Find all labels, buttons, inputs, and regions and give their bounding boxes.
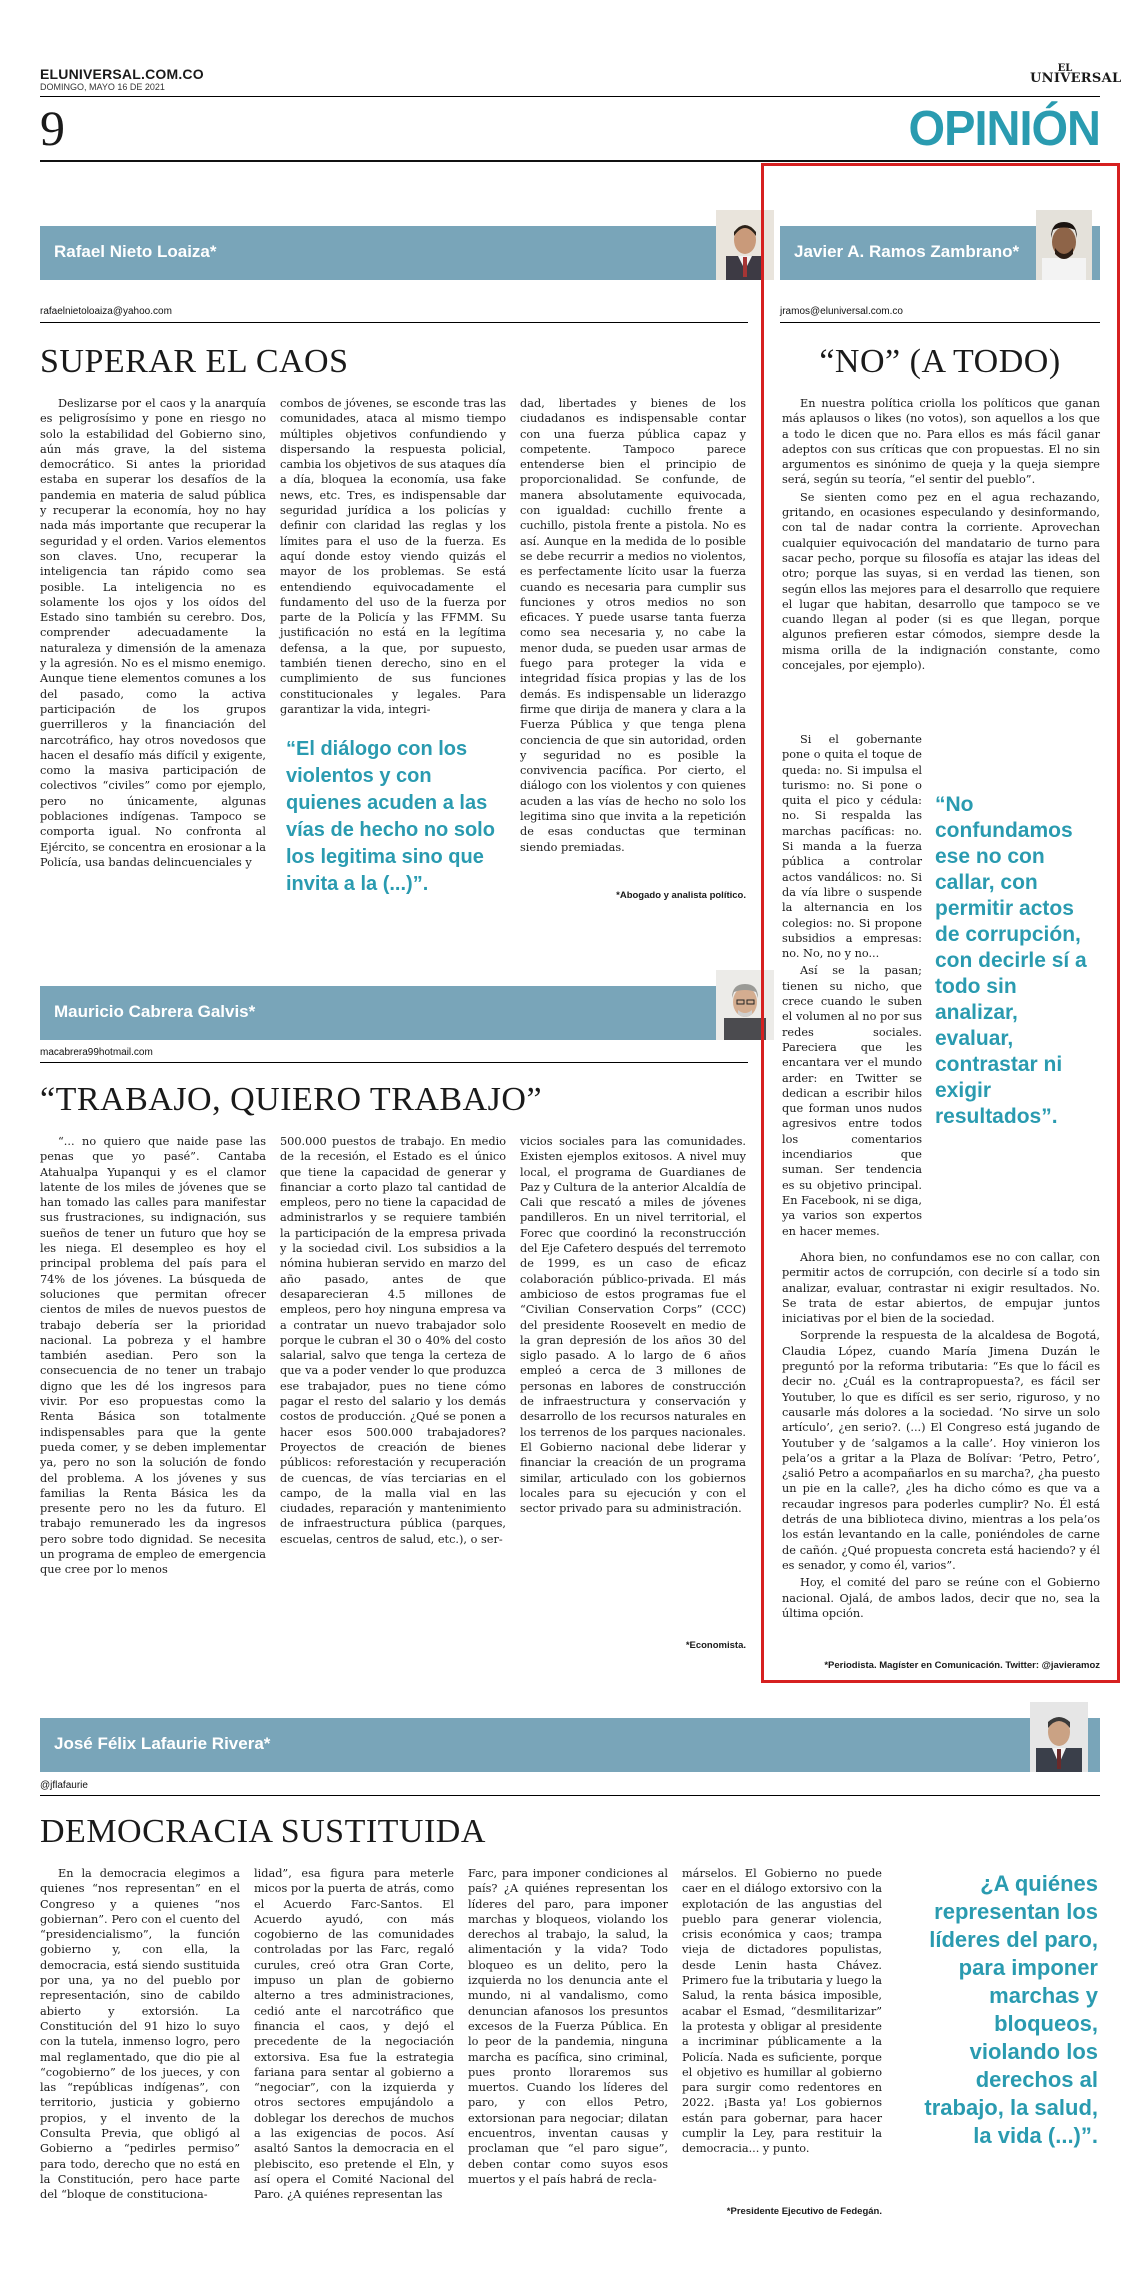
author-bar-nieto bbox=[40, 226, 748, 280]
divider bbox=[780, 322, 1100, 323]
author-name: José Félix Lafaurie Rivera* bbox=[54, 1734, 271, 1753]
author-name: Mauricio Cabrera Galvis* bbox=[54, 1002, 256, 1021]
author-bar-ramos bbox=[780, 226, 1100, 280]
author-photo bbox=[1036, 210, 1092, 280]
logo-line2: UNIVERSAL bbox=[1030, 71, 1122, 86]
section-rule bbox=[40, 160, 1100, 162]
article-column-narrow bbox=[782, 732, 922, 1238]
paragraph: En nuestra política criolla los políticos que ganan más aplausos o likes (no votos), son aquellos a los que a todo le dicen que no. Para ellos es más fácil ganar adeptos con sus críticas que con propuestas. El no sin argumentos es sinónimo de queja y la queja siempre será, según su teoría, “el sentir del pueblo”. bbox=[782, 397, 1100, 487]
newspaper-logo bbox=[1030, 63, 1122, 86]
paragraph: Farc, para imponer condiciones al país? ¿A quiénes representan los líderes del paro, para imponer marchas y bloqueos, violando los derechos al trabajo, la salud, la alimentación y la vida? Todo bloqueo es un delito, pero la izquierda no los denuncia ante el mundo, ni al vandalismo, como denuncian afanosos los presuntos excesos de la Fuerza Pública. En lo peor de la pandemia, ninguna marcha es pacífica, sino criminal, pues pronto lloraremos sus muertos. Cuando los líderes del paro, y con ellos Petro, extorsionan para negociar; dilatan encuentros, inventan causas y proclaman que “el paro sigue”, deben contar como suyos esos muertos y el país habrá de recla- bbox=[468, 1867, 668, 2186]
article-column-3 bbox=[468, 1866, 668, 2246]
article-column-3 bbox=[520, 396, 746, 886]
author-email[interactable]: rafaelnietoloaiza@yahoo.com bbox=[40, 306, 172, 317]
author-signature: *Periodista. Magíster en Comunicación. Twitter: @javieramoz bbox=[824, 1660, 1100, 1671]
pull-quote: ¿A quiénes representan los líderes del paro, para imponer marchas y bloqueos, violando los derechos al trabajo, la salud, la vida (...)”. bbox=[924, 1871, 1098, 2148]
article-column-1 bbox=[40, 396, 266, 936]
paragraph: Así se la pasan; tienen su nicho, que crece cuando le suben el volumen al no por sus redes sociales. Pareciera que les encantara ver el mundo arder: en Twitter se dedican a escribir hilos que forman unos nudos agresivos entre todos los comentarios incendiarios que suman. Ser tendencia es su objetivo principal. En Facebook, ni se diga, ya varios son expertos en hacer memes. bbox=[782, 964, 922, 1238]
author-name: Javier A. Ramos Zambrano* bbox=[794, 242, 1020, 261]
page-number: 9 bbox=[40, 100, 65, 156]
paragraph: lidad”, esa figura para meterle micos por la puerta de atrás, como el Acuerdo Farc-Santos. El Acuerdo ayudó, con más cogobierno de las comunidades controladas por las Farc, regaló curules, creó otra Gran Corte, impuso un plan de gobierno alterno a tres administraciones, cedió ante el narcotráfico que financia el caos, y dejó el precedente de la negociación extorsiva. Esa fue la estrategia fariana para sentar al gobierno a “negociar”, con la izquierda y otros sectores empujándolo a doblegar los derechos de muchos a las exigencias de pocos. Así asaltó Santos la democracia en el plebiscito, eso pretende el Eln, y así opera el Comité Nacional del Paro. ¿A quiénes representan las bbox=[254, 1867, 454, 2202]
paragraph: 500.000 puestos de trabajo. En medio de la recesión, el Estado es el único que tiene la capacidad de generar y financiar a corto plazo tal cantidad de empleos, pero no tiene la capacidad de administrarlos y se requiere también la participación de la empresa privada y la sociedad civil. Los subsidios a la nómina hubieran servido en marzo del año pasado, antes de que desaparecieran 4.5 millones de empleos, pero hoy ninguna empresa va a contratar un nuevo trabajador solo porque le cubran el 30 o 40% del costo salarial, salvo que tenga la certeza de que va a poder vender lo que produzca ese trabajador, pues no tiene cómo pagar el resto del salario y los demás costos de producción. ¿Qué se ponen a hacer esos 500.000 trabajadores? Proyectos de creación de bienes públicos: reforestación y recuperación de cuencas, de vías terciarias en el campo, de la malla vial en las ciudades, reparación y mantenimiento de infraestructura pública (parques, escuelas, centros de salud, etc.), o ser- bbox=[280, 1135, 506, 1546]
logo-line1: EL bbox=[1057, 63, 1073, 74]
paragraph: “... no quiero que naide pase las penas que yo pasé”. Cantaba Atahualpa Yupanqui y es el clamor latente de los miles de jóvenes que se han tomado las calles para manifestar sus frustraciones, su indignación, sus sueños de tener un futuro que hoy se les niega. El desempleo es hoy el principal problema del país para el 74% de los jóvenes. La búsqueda de soluciones que permitan ofrecer cientos de miles de nuevos puestos de trabajo debería ser la prioridad nacional. La pobreza y el hambre también asedian. Pero son la consecuencia de no tener un trabajo digno que les dé los ingresos para vivir. Por eso propuestas como la Renta Básica son totalmente indispensables para que la gente pueda comer, y se deben implementar ya, pero no son la solución de fondo del problema. A los jóvenes y sus familias la Renta Básica les da presente pero no les da futuro. El trabajo remunerado les da ingresos pero sobre todo dignidad. Se necesita un programa de empleo de emergencia que cree por lo menos bbox=[40, 1135, 266, 1577]
divider bbox=[40, 1062, 748, 1063]
paragraph: combos de jóvenes, se esconde tras las comunidades, ataca al mismo tiempo múltiples objetivos confundiendo y dispersando la respuesta policial, cambia los objetivos de sus ataques día a día, bloquea la economía, usa fake news, etc. Tres, es indispensable dar seguridad jurídica a los policías y definir con claridad las reglas y los límites para el uso de la fuerza. Es aquí donde estoy viendo quizás el mayor de los problemas. Se está entendiendo equivocadamente el fundamento del uso de la fuerza por parte de la Policía y las FFMM. Su justificación no está en la legítima defensa, a la que, por supuesto, también tienen derecho, sino en el cumplimiento de sus funciones constitucionales y legales. Para garantizar la vida, integri- bbox=[280, 397, 506, 716]
author-bar-lafaurie bbox=[40, 1718, 1100, 1772]
article-headline: “TRABAJO, QUIERO TRABAJO” bbox=[40, 1081, 543, 1118]
paragraph: márselos. El Gobierno no puede caer en el diálogo extorsivo con la explotación de las angustias del pueblo para generar violencia, crisis económica y caos; trampa vieja de dictadores populistas, desde Lenin hasta Chávez. Primero fue la tributaria y luego la Salud, la renta básica imposible, acabar el Esmad, “desmilitarizar” la protesta y obligar al presidente a incriminar públicamente a la Policía. Nada es suficiente, porque el objetivo es humillar al gobierno para surgir como redentores en 2022. ¡Basta ya! Los gobiernos están para gobernar, para hacer cumplir la Ley, para restituir la democracia... y punto. bbox=[682, 1867, 882, 2156]
author-handle[interactable]: @jflafaurie bbox=[40, 1780, 88, 1791]
pull-quote: “El diálogo con los violentos y con quienes acuden a las vías de hecho no solo los legitima sino que invita a la (...)”. bbox=[286, 738, 495, 895]
author-bar-cabrera bbox=[40, 986, 748, 1040]
author-signature: *Presidente Ejecutivo de Fedegán. bbox=[726, 2206, 882, 2217]
article-column-1 bbox=[40, 1866, 240, 2246]
paragraph: Si el gobernante pone o quita el toque de queda: no. Si impulsa el turismo: no. Si pone o quita el pico y cédula: no. Si respalda las marchas pacíficas: no. Si manda a la fuerza pública a controlar actos vandálicos: no. Si da vía libre o suspende la alternancia en los colegios: no. Si propone subsidios a empresas: no. No, no y no... bbox=[782, 733, 922, 961]
author-email[interactable]: jramos@eluniversal.com.co bbox=[780, 306, 903, 317]
paragraph: Deslizarse por el caos y la anarquía es peligrosísimo y pone en riesgo no solo la estabilidad del Gobierno sino, aún más grave, la del sistema democrático. Si antes la prioridad estaba en superar los desafíos de la pandemia en materia de salud pública y recuperar la economía, hoy no hay nada más importante que recuperar la seguridad y el orden. Varios elementos son claves. Uno, recuperar la inteligencia tan rápido como sea posible. La inteligencia no es solamente los ojos y los oídos del Estado sino también su cerebro. Dos, comprender adecuadamente la naturaleza y dimensión de la amenaza y la agresión. No es el mismo enemigo. Aunque tiene elementos comunes a los del pasado, como la activa participación de los grupos guerrilleros y la financiación del narcotráfico, hay otros novedosos que hacen el desafío más difícil y exigente, como la masiva participación de colectivos “civiles” como por ejemplo, pero no únicamente, algunas poblaciones indígenas. Tampoco se comporta igual. No confronta al Ejército, se concentra en erosionar a la Policía, usa bandas delincuenciales y bbox=[40, 397, 266, 869]
paragraph: Ahora bien, no confundamos ese no con callar, con permitir actos de corrupción, con decirle sí a todo sin analizar, evaluar, contrastar ni exigir resultados. No. Se trata de estar abiertos, de empujar juntos iniciativas por el bien de la sociedad. bbox=[782, 1251, 1100, 1326]
article-column-2 bbox=[254, 1866, 454, 2246]
divider bbox=[40, 1795, 1100, 1796]
author-photo bbox=[1030, 1702, 1088, 1772]
paragraph: En la democracia elegimos a quienes “nos representan” en el Congreso y a quienes “nos gobiernan”. Pero con el cuento del “presidencialismo”, la función gobierno y, con ella, la democracia, está siendo sustituida por una, ya no del pueblo por representación, sino de cabildo abierto y extorsión. La Constitución del 91 hizo lo suyo con la tutela, inmenso logro, pero mal reglamentado, que dio pie al “cogobierno” de los jueces, y con las “repúblicas indígenas”, con territorio, justicia y gobierno propios, y el invento de la Consulta Previa, que obligó al Gobierno a “pedirles permiso” para todo, derecho que no está en la Constitución, pero hace parte del “bloque de constituciona- bbox=[40, 1867, 240, 2202]
paragraph: vicios sociales para las comunidades. Existen ejemplos exitosos. A nivel muy local, el programa de Guardianes de Paz y Cultura de la anterior Alcaldía de Cali que rescató a miles de jóvenes pandilleros. En un nivel territorial, el Forec que coordinó la reconstrucción del Eje Cafetero después del terremoto de 1999, es un caso de eficaz colaboración público-privada. El más ambicioso de estos programas fue el “Civilian Conservation Corps” (CCC) del presidente Roosevelt en medio de la gran depresión de los años 30 del siglo pasado. A lo largo de 6 años empleó a cerca de 3 millones de personas en labores de construcción de infraestructura y conservación y desarrollo de los recursos naturales en los terrenos de los parques nacionales. El Gobierno nacional debe liderar y financiar la creación de un programa similar, articulado con los gobiernos locales para su ejecución y con el sector privado para su administración. bbox=[520, 1135, 746, 1516]
paragraph: Sorprende la respuesta de la alcaldesa de Bogotá, Claudia López, cuando María Jimena Duzán le preguntó por la reforma tributaria: “Es que lo fácil es decir no. ¿Cuál es la contrapropuesta?, es fácil ser Youtuber, lo que es difícil es ser serio, riguroso, y no causarle más dolores a la sociedad. ‘No sirve un solo artículo’, ¿en serio?. (...) El Congreso está jugando de Youtuber y de ‘salgamos a la calle’. Hoy vinieron los pela’os a gritar a la Plaza de Bolívar: ‘Petro, Petro’, ¿salió Petro a acompañarlos en su marcha?, ¿ha puesto un pie en la calle?, ¿les ha dicho cómo es que va a recaudar ingresos para poderles cumplir? No. Él está detrás de una biblioteca divino, mientras a los pela’os los están levantando en la calle, poniéndoles de carne de cañón. ¿Qué propuesta concreta está haciendo? y él es senador, y como él, varios”. bbox=[782, 1329, 1100, 1572]
issue-date: DOMINGO, MAYO 16 DE 2021 bbox=[40, 82, 165, 92]
author-signature: *Economista. bbox=[685, 1640, 746, 1651]
top-rule bbox=[40, 96, 1100, 97]
article-column-1 bbox=[40, 1134, 266, 1674]
author-email[interactable]: macabrera99hotmail.com bbox=[40, 1047, 153, 1058]
article-headline: DEMOCRACIA SUSTITUIDA bbox=[40, 1813, 486, 1850]
divider bbox=[40, 322, 748, 323]
article-column-4 bbox=[682, 1866, 882, 2206]
article-column-3 bbox=[520, 1134, 746, 1634]
paragraph: Se sienten como pez en el agua rechazando, gritando, en ocasiones especulando y desinformando, con tal de nadar contra la corriente. Aprovechan cualquier equivocación del mandatario de turno para sacar pecho, porque su filosofía es atajar las ideas del otro; porque las suyas, si en verdad las tienen, son según ellos las mejores para el desarrollo que requiere el lugar que habitan, desarrollo que tampoco se ve cuando llegan al poder (si es que llegan, porque algunos prefieren estar cómodos, siempre desde la misma orilla de la indignación constante, como concejales, por ejemplo). bbox=[782, 490, 1100, 673]
article-column-2 bbox=[280, 1134, 506, 1674]
author-signature: *Abogado y analista político. bbox=[616, 890, 746, 901]
pull-quote: “No confundamos ese no con callar, con permitir actos de corrupción, con decirle sí a todo sin analizar, evaluar, contrastar ni exigir resultados”. bbox=[935, 793, 1087, 1128]
site-url[interactable]: ELUNIVERSAL.COM.CO bbox=[40, 66, 204, 82]
article-headline: SUPERAR EL CAOS bbox=[40, 343, 349, 380]
section-title: OPINIÓN bbox=[908, 99, 1100, 156]
article-headline: “NO” (A TODO) bbox=[819, 343, 1061, 380]
paragraph: dad, libertades y bienes de los ciudadanos es indispensable contar con una fuerza pública capaz y competente. Tampoco parece entenderse bien el principio de proporcionalidad. Se confunde, de manera absolutamente equivocada, con igualdad: cuchillo frente a cuchillo, pistola frente a pistola. No es así. Aunque en la medida de lo posible se debe recurrir a medios no violentos, es perfectamente lícito usar la fuerza cuando es necesaria para cumplir sus funciones y otros medios no son eficaces. Y puede usarse tanta fuerza como sea necesaria y, no cabe la menor duda, se pueden usar armas de fuego para proteger la vida e integridad física propias y las de los demás. Es indispensable un liderazgo firme que dirija de manera y clara a la Fuerza Pública y que tenga plena conciencia de que sin autoridad, orden y seguridad no es posible la convivencia pacífica. Por cierto, el diálogo con los violentos y con quienes acuden a las vías de hecho no solo los legitima sino que invita a la repetición de esas conductas que terminan siendo premiadas. bbox=[520, 397, 746, 854]
paragraph: Hoy, el comité del paro se reúne con el Gobierno nacional. Ojalá, de ambos lados, decir que no, sea la última opción. bbox=[782, 1576, 1100, 1620]
article-column-2 bbox=[280, 396, 506, 726]
author-name: Rafael Nieto Loaiza* bbox=[54, 242, 217, 261]
article-column bbox=[782, 1250, 1100, 1660]
